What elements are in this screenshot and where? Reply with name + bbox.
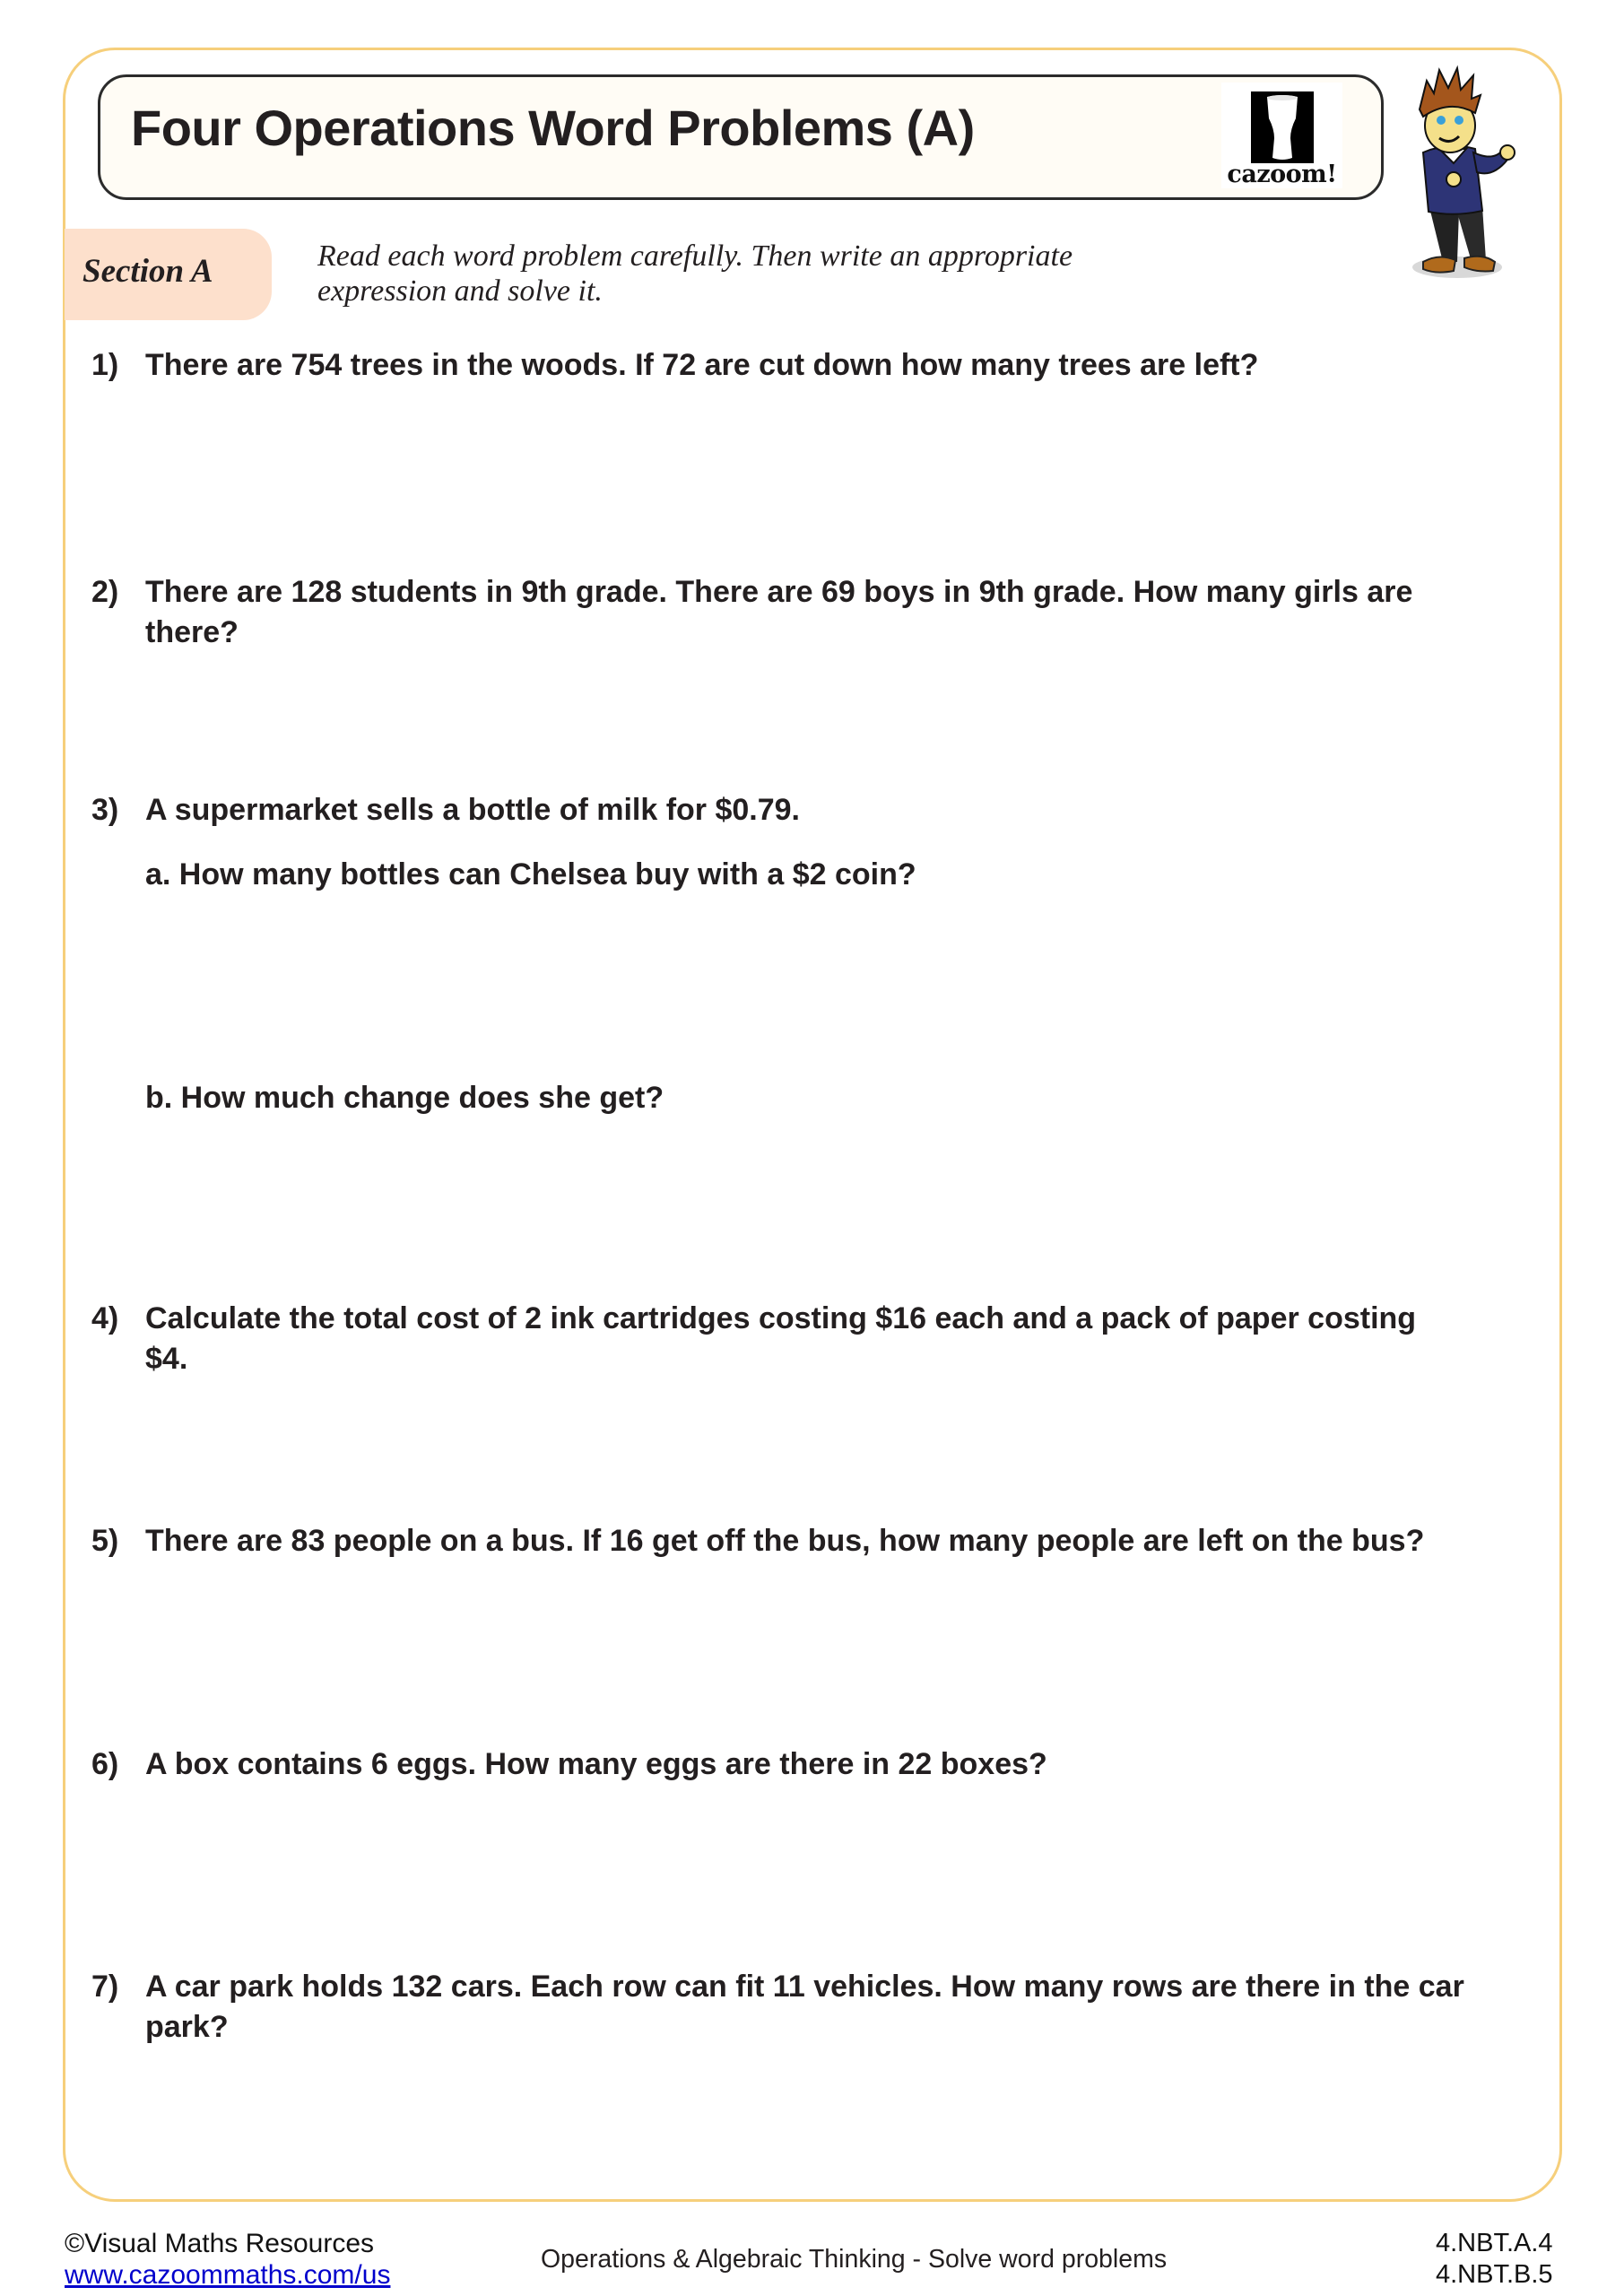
question-text: Calculate the total cost of 2 ink cartridges costing $16 each and a pack of paper costing $4.: [145, 1301, 1417, 1376]
website-link[interactable]: www.cazoommaths.com/us: [65, 2260, 391, 2290]
question-3a: a. How many bottles can Chelsea buy with a $2 coin?: [145, 857, 916, 891]
question-number: 2): [91, 575, 119, 609]
instructions: Read each word problem carefully. Then write an appropriate expression and solve it.: [317, 239, 1073, 308]
question-number: 7): [91, 1970, 119, 2004]
standard-code: 4.NBT.B.5: [1436, 2260, 1553, 2289]
section-label: Section A: [83, 253, 213, 290]
question-6: [91, 1744, 1508, 1785]
question-5: [91, 1521, 1508, 1561]
question-4: [91, 1299, 1508, 1379]
question-number: 5): [91, 1524, 119, 1558]
question-text: There are 128 students in 9th grade. There are 69 boys in 9th grade. How many girls are there?: [145, 575, 1413, 649]
question-7: [91, 1967, 1508, 2048]
logo-text: cazoom!: [1227, 161, 1337, 188]
question-text: A box contains 6 eggs. How many eggs are there in 22 boxes?: [145, 1747, 1047, 1781]
question-3: [91, 790, 1508, 831]
mascot-illustration: [1403, 63, 1524, 283]
drum-icon: [1251, 91, 1314, 163]
question-number: 6): [91, 1747, 119, 1781]
footer-standards: [1436, 2228, 1553, 2291]
footer-credits: [65, 2228, 390, 2291]
page-title: Four Operations Word Problems (A): [131, 100, 975, 156]
question-text: A car park holds 132 cars. Each row can fit 11 vehicles. How many rows are there in the car park?: [145, 1970, 1464, 2044]
cazoom-logo: [1221, 83, 1342, 188]
question-text: A supermarket sells a bottle of milk for $0.79.: [145, 793, 801, 827]
question-3b: b. How much change does she get?: [145, 1081, 664, 1115]
copyright-text: ©Visual Maths Resources: [65, 2229, 375, 2258]
question-2: [91, 572, 1508, 653]
standard-code: 4.NBT.A.4: [1436, 2229, 1553, 2257]
question-number: 4): [91, 1301, 119, 1335]
question-number: 1): [91, 348, 119, 382]
question-text: There are 754 trees in the woods. If 72 are cut down how many trees are left?: [145, 348, 1259, 382]
question-1: [91, 345, 1508, 386]
footer-topic: Operations & Algebraic Thinking - Solve word problems: [541, 2245, 1168, 2274]
question-number: 3): [91, 793, 119, 827]
question-text: There are 83 people on a bus. If 16 get off the bus, how many people are left on the bus?: [145, 1524, 1425, 1558]
